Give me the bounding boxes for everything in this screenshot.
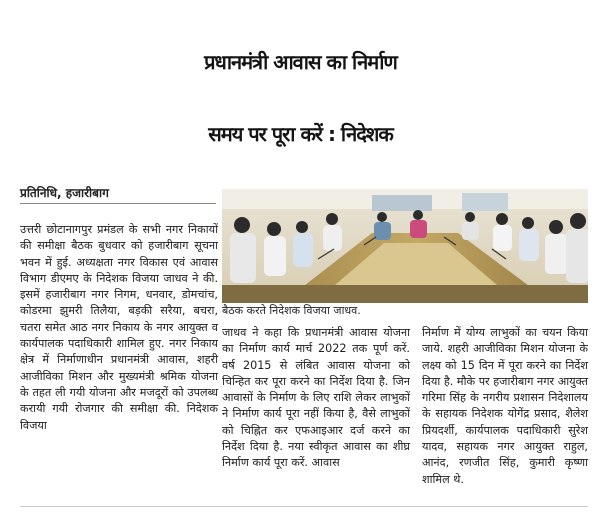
article-column-2-text: जाधव ने कहा कि प्रधानमंत्री आवास योजना का निर्माण कार्य मार्च 2022 तक पूर्ण करें. वर्ष 2015 से लंबित आवास योजना को चिन्हित कर पूरा करने का निर्देश दिया है. जिन आवासों के निर्माण के लिए राशि लेकर लाभुकों ने निर्माण कार्य पूरा नहीं किया है, वैसे लाभुकों को चिह्नित कर एफआइआर दर्ज करने का निर्देश दिया है. नया स्वीकृत आवास का शीघ्र निर्माण कार्य पूरा करें. आवास bbox=[222, 326, 410, 470]
meeting-photo bbox=[222, 189, 588, 303]
article-column-3 bbox=[422, 325, 588, 488]
byline: प्रतिनिधि, हजारीबाग bbox=[20, 186, 109, 200]
bottom-divider bbox=[20, 506, 588, 507]
article-column-2 bbox=[222, 325, 410, 472]
headline-line-2: समय पर पूरा करें : निदेशक bbox=[208, 122, 393, 146]
byline-divider bbox=[20, 203, 216, 204]
article-column-3-text: निर्माण में योग्य लाभुकों का चयन किया जाये. शहरी आजीविका मिशन योजना के लक्ष्य को 15 दिन में पूरा करने का निर्देश दिया है. मौके पर हजारीबाग नगर आयुक्त गरिमा सिंह के नगरीय प्रशासन निदेशालय के सहायक निदेशक योगेंद्र प्रसाद, शैलेश प्रियदर्शी, कार्यपालक पदाधिकारी सुरेश यादव, सहायक नगर आयुक्त राहुल, आनंद, रणजीत सिंह, कुमारी कृष्णा शामिल थे. bbox=[422, 326, 588, 486]
photo-caption: बैठक करते निदेशक विजया जाधव. bbox=[222, 304, 361, 317]
headline-line-1: प्रधानमंत्री आवास का निर्माण bbox=[204, 50, 397, 74]
article-column-1 bbox=[20, 222, 218, 434]
article-column-1-text: उत्तरी छोटानागपुर प्रमंडल के सभी नगर निकायों की समीक्षा बैठक बुधवार को हजारीबाग सूचना भवन में हुई. अध्यक्षता नगर विकास एवं आवास विभाग डीएमए के निदेशक विजया जाधव ने की. इसमें हजारीबाग नगर निगम, धनवार, डोमचांच, कोडरमा झुमरी तिलैया, बड़की सरैया, बचरा, चतरा समेत आठ नगर निकाय के नगर आयुक्त व कार्यपालक पदाधिकारी शामिल हुए. नगर निकाय क्षेत्र में निर्माणाधीन प्रधानमंत्री आवास, शहरी आजीविका मिशन और मुख्यमंत्री श्रमिक योजना के तहत ली गयी योजना और मजदूरों को उपलब्ध करायी गयी रोजगार की समीक्षा की. निदेशक विजया bbox=[20, 223, 218, 432]
